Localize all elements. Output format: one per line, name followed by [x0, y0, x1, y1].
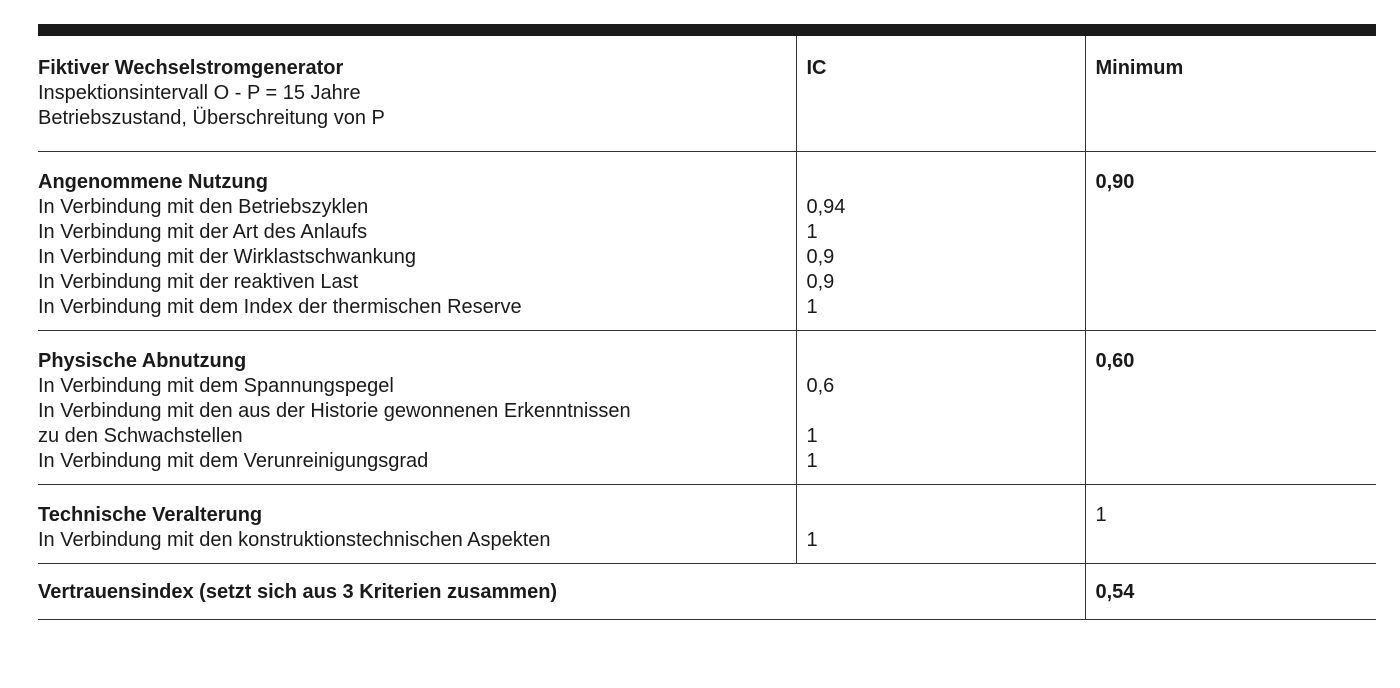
- table-container: [38, 24, 1376, 620]
- criterion-ic-value: [807, 399, 1085, 424]
- total-label-cell: [38, 564, 1085, 620]
- section-ic-cell: [796, 152, 1085, 331]
- operating-state: Betriebszustand, Überschreitung von P: [38, 107, 385, 129]
- section-description-cell: [38, 331, 796, 485]
- section-description-cell: [38, 485, 796, 564]
- criterion-label: In Verbindung mit dem Index der thermischen Reserve: [38, 296, 522, 318]
- section-title: Physische Abnutzung: [38, 350, 247, 372]
- section-minimum-cell: [1085, 485, 1376, 564]
- section-minimum-value: 1: [1095, 504, 1107, 526]
- total-label: Vertrauensindex (setzt sich aus 3 Kriterien zusammen): [38, 581, 558, 603]
- column-header-minimum: Minimum: [1095, 57, 1184, 79]
- criterion-label: In Verbindung mit der Art des Anlaufs: [38, 221, 368, 243]
- criterion-ic-value: 1: [806, 221, 818, 243]
- section-row-wear: [38, 331, 1376, 485]
- confidence-index-table: [38, 36, 1376, 620]
- inspection-interval: Inspektionsintervall O - P = 15 Jahre: [38, 82, 361, 104]
- header-minimum-cell: [1085, 36, 1376, 152]
- total-row: [38, 564, 1376, 620]
- criterion-label: In Verbindung mit der reaktiven Last: [38, 271, 359, 293]
- section-title: Angenommene Nutzung: [38, 171, 268, 193]
- criterion-ic-value: 0,9: [806, 246, 835, 268]
- section-minimum-value: 0,60: [1095, 350, 1135, 372]
- section-minimum-cell: [1085, 331, 1376, 485]
- table-title: Fiktiver Wechselstromgenerator: [38, 57, 344, 79]
- section-ic-cell: [796, 485, 1085, 564]
- column-header-ic: IC: [806, 57, 827, 79]
- criterion-label: In Verbindung mit der Wirklastschwankung: [38, 246, 416, 268]
- header-description-cell: [38, 36, 796, 152]
- criterion-ic-value: 0,6: [806, 375, 835, 397]
- criterion-label: In Verbindung mit dem Verunreinigungsgrad: [38, 450, 429, 472]
- criterion-label: zu den Schwachstellen: [38, 425, 243, 447]
- section-ic-cell: [796, 331, 1085, 485]
- section-row-obsolescence: [38, 485, 1376, 564]
- criterion-ic-value: 1: [806, 529, 818, 551]
- criterion-ic-value: 0,9: [806, 271, 835, 293]
- criterion-ic-value: 1: [806, 425, 818, 447]
- section-description-cell: [38, 152, 796, 331]
- top-rule: [38, 24, 1376, 36]
- header-ic-cell: [796, 36, 1085, 152]
- section-row-usage: [38, 152, 1376, 331]
- criterion-ic-value: 1: [806, 450, 818, 472]
- criterion-ic-value: 0,94: [806, 196, 846, 218]
- total-value: 0,54: [1095, 581, 1135, 603]
- criterion-ic-value: 1: [806, 296, 818, 318]
- criterion-label: In Verbindung mit den aus der Historie gewonnenen Erkenntnissen: [38, 400, 631, 422]
- section-minimum-value: 0,90: [1095, 171, 1135, 193]
- section-title: Technische Veralterung: [38, 504, 263, 526]
- header-row: [38, 36, 1376, 152]
- criterion-label: In Verbindung mit den Betriebszyklen: [38, 196, 369, 218]
- criterion-label: In Verbindung mit den konstruktionstechnischen Aspekten: [38, 529, 551, 551]
- section-minimum-cell: [1085, 152, 1376, 331]
- total-value-cell: [1085, 564, 1376, 620]
- criterion-label: In Verbindung mit dem Spannungspegel: [38, 375, 394, 397]
